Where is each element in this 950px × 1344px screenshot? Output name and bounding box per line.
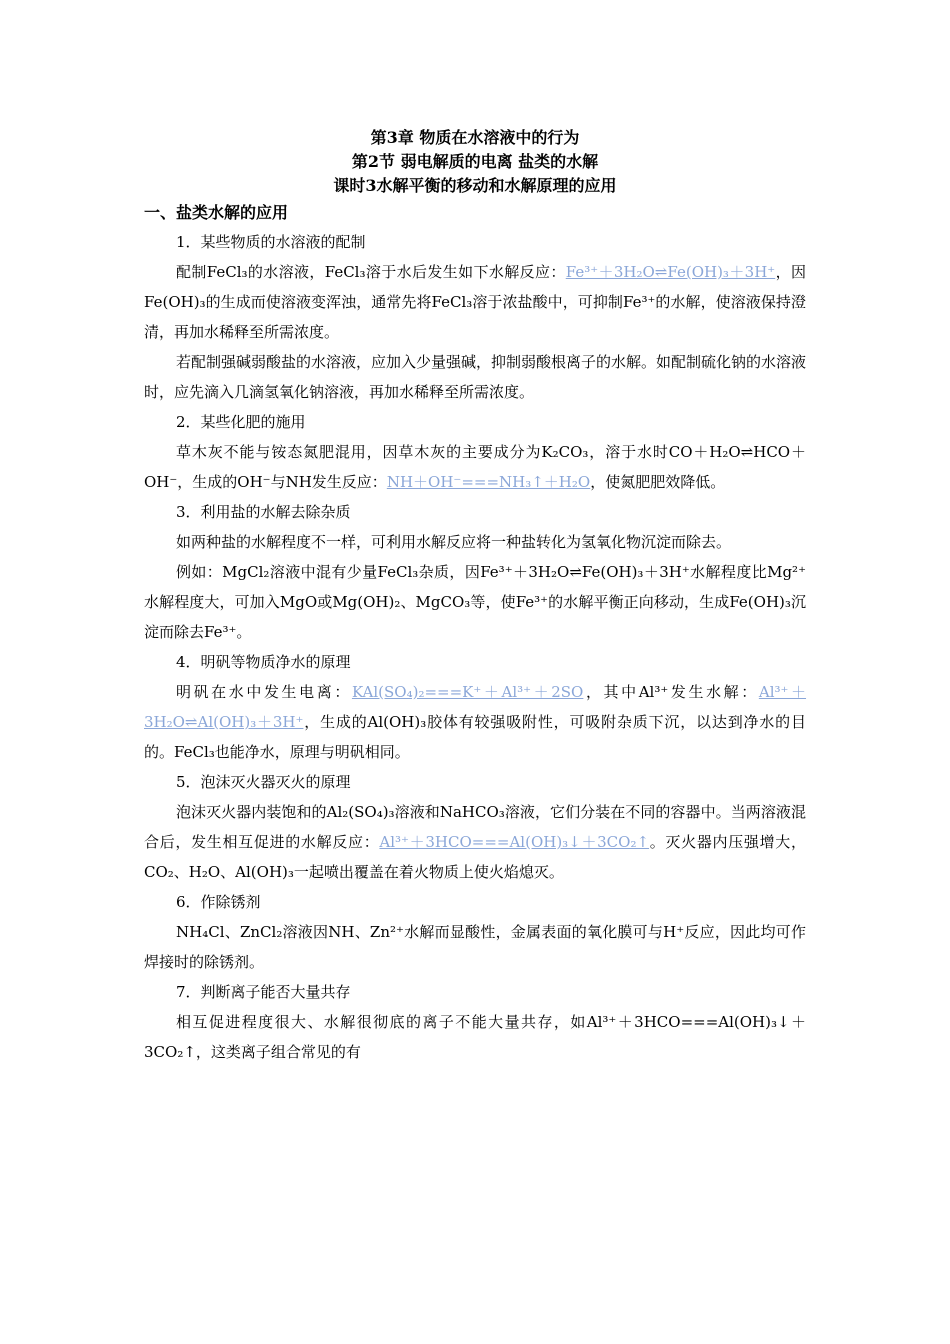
s2-paragraph [144, 437, 806, 497]
document-body [144, 201, 806, 1067]
s1-text-b: ，因Fe(OH)₃的生成而使溶液变浑浊，通常先将FeCl₃溶于浓盐酸中，可抑制Fe³⁺的水解，使溶液保持澄清，再加水稀释至所需浓度。 [144, 263, 806, 341]
s5-title: 5．泡沫灭火器灭火的原理 [176, 773, 351, 791]
s6-title: 6．作除锈剂 [176, 893, 261, 911]
s7-paragraph: 相互促进程度很大、水解很彻底的离子不能大量共存，如Al³⁺＋3HCO===Al(OH)₃↓＋3CO₂↑，这类离子组合常见的有 [144, 1013, 806, 1061]
s6-paragraph: NH₄Cl、ZnCl₂溶液因NH、Zn²⁺水解而显酸性，金属表面的氧化膜可与H⁺反应，因此均可作焊接时的除锈剂。 [144, 923, 806, 971]
s3-title: 3．利用盐的水解去除杂质 [176, 503, 351, 521]
chapter-title: 第3章 物质在水溶液中的行为 [370, 128, 580, 147]
s1-paragraph-1 [144, 257, 806, 347]
s5-paragraph [144, 797, 806, 887]
s5-text-b: 。灭火器内压强增大，CO₂、H₂O、Al(OH)₃一起喷出覆盖在着火物质上使火焰熄灭。 [144, 833, 806, 881]
s2-text-b: ，使氮肥肥效降低。 [590, 473, 726, 491]
s5-answer: Al³⁺＋3HCO===Al(OH)₃↓＋3CO₂↑ [379, 833, 650, 851]
s4-title: 4．明矾等物质净水的原理 [176, 653, 351, 671]
s1-answer: Fe³⁺＋3H₂O⇌Fe(OH)₃＋3H⁺ [565, 263, 776, 281]
s2-text-a: 草木灰不能与铵态氮肥混用，因草木灰的主要成分为K₂CO₃，溶于水时CO＋H₂O⇌HCO＋OH⁻，生成的OH⁻与NH发生反应： [144, 443, 806, 491]
s5-text-a: 泡沫灭火器内装饱和的Al₂(SO₄)₃溶液和NaHCO₃溶液，它们分装在不同的容器中。当两溶液混合后，发生相互促进的水解反应： [144, 803, 806, 851]
s4-answer-1: KAl(SO₄)₂===K⁺＋Al³⁺＋2SO [351, 683, 584, 701]
s1-title: 1．某些物质的水溶液的配制 [176, 233, 366, 251]
s2-title: 2．某些化肥的施用 [176, 413, 306, 431]
s3-paragraph-1: 如两种盐的水解程度不一样，可利用水解反应将一种盐转化为氢氧化物沉淀而除去。 [176, 533, 732, 551]
title-block [0, 126, 950, 198]
s4-text-b: ，其中Al³⁺发生水解： [583, 683, 759, 701]
part1-heading: 一、盐类水解的应用 [144, 203, 289, 222]
s4-text-c: ，生成的Al(OH)₃胶体有较强吸附性，可吸附杂质下沉，以达到净水的目的。FeCl₃也能净水，原理与明矾相同。 [144, 713, 806, 761]
s4-paragraph [144, 677, 806, 767]
section-title: 第2节 弱电解质的电离 盐类的水解 [351, 152, 599, 171]
s2-answer: NH＋OH⁻===NH₃↑＋H₂O [386, 473, 591, 491]
s4-text-a: 明矾在水中发生电离： [176, 683, 352, 701]
s7-title: 7．判断离子能否大量共存 [176, 983, 351, 1001]
s1-text-a: 配制FeCl₃的水溶液，FeCl₃溶于水后发生如下水解反应： [176, 263, 566, 281]
lesson-title: 课时3水解平衡的移动和水解原理的应用 [333, 176, 617, 195]
s4-answer-2: Al³⁺＋3H₂O⇌Al(OH)₃＋3H⁺ [144, 683, 807, 731]
s3-paragraph-2: 例如：MgCl₂溶液中混有少量FeCl₃杂质，因Fe³⁺＋3H₂O⇌Fe(OH)₃＋3H⁺水解程度比Mg²⁺水解程度大，可加入MgO或Mg(OH)₂、MgCO₃等，使Fe³⁺的水解平衡正向移动，生成Fe(OH)₃沉淀而除去Fe³⁺。 [144, 563, 806, 641]
s1-paragraph-2: 若配制强碱弱酸盐的水溶液，应加入少量强碱，抑制弱酸根离子的水解。如配制硫化钠的水溶液时，应先滴入几滴氢氧化钠溶液，再加水稀释至所需浓度。 [144, 353, 807, 401]
